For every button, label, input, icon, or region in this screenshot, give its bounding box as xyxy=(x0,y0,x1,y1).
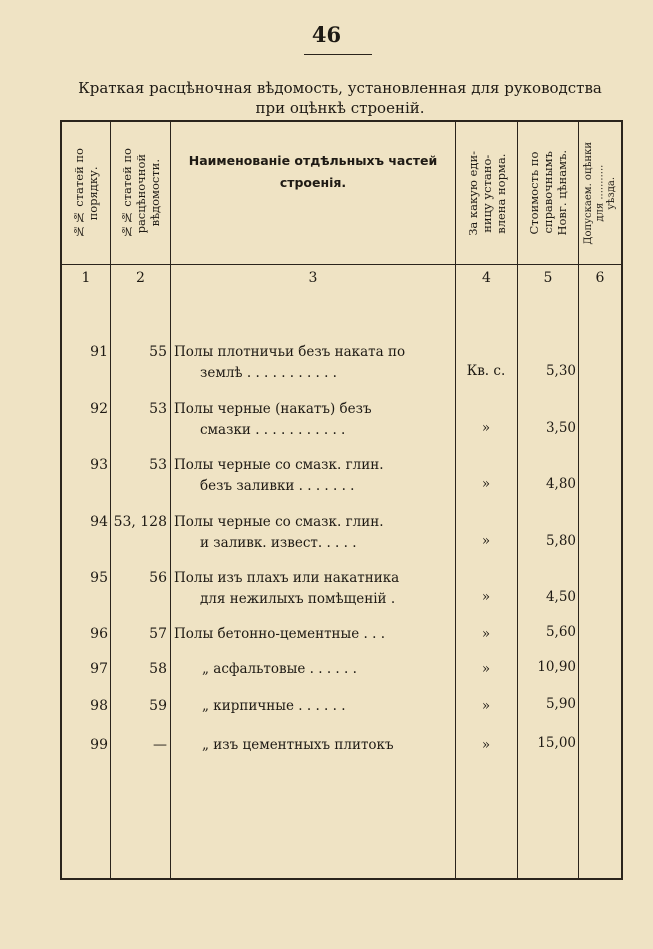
row-description: „ асфальтовые . . . . . . xyxy=(202,661,357,677)
header-col-3: Наименованіе отдѣльныхъ частей строенія. xyxy=(188,153,438,190)
page-number: 46 xyxy=(311,22,342,47)
header-divider xyxy=(60,264,623,265)
row-reference: 57 xyxy=(149,626,167,642)
row-cost: 10,90 xyxy=(537,659,576,675)
row-reference: — xyxy=(153,737,167,753)
row-number: 94 xyxy=(90,514,108,530)
row-description: Полы черные со смазк. глин. и заливк. извест. . . . . xyxy=(174,514,384,551)
row-unit: » xyxy=(481,626,491,642)
column-divider-2 xyxy=(170,122,171,880)
row-description: „ кирпичные . . . . . . xyxy=(202,698,346,714)
row-description: „ изъ цементныхъ плитокъ xyxy=(202,737,394,753)
column-number-5: 5 xyxy=(543,270,553,286)
column-number-2: 2 xyxy=(136,270,145,286)
row-cost: 5,90 xyxy=(545,696,576,712)
row-number: 98 xyxy=(90,698,108,714)
row-number: 95 xyxy=(90,570,108,586)
row-cost: 5,80 xyxy=(545,533,576,549)
row-cost: 15,00 xyxy=(537,735,576,751)
row-reference: 59 xyxy=(149,698,167,714)
row-number: 99 xyxy=(90,737,108,753)
row-cost: 4,50 xyxy=(545,589,576,605)
column-number-3: 3 xyxy=(308,270,318,286)
page-number-rule xyxy=(304,54,372,55)
row-reference: 55 xyxy=(149,344,167,360)
row-unit: » xyxy=(481,737,491,753)
row-description: Полы бетонно-цементные . . . xyxy=(174,626,386,642)
row-description: Полы изъ плахъ или накатника для нежилыхъ помѣщеній . xyxy=(174,570,400,607)
row-reference: 53 xyxy=(149,457,167,473)
row-unit: » xyxy=(481,698,491,714)
column-number-6: 6 xyxy=(595,270,605,286)
row-unit: » xyxy=(481,589,491,605)
row-number: 92 xyxy=(90,401,108,417)
row-reference: 53, 128 xyxy=(113,514,167,530)
row-unit: » xyxy=(481,661,491,677)
row-cost: 3,50 xyxy=(545,420,576,436)
row-number: 97 xyxy=(90,661,108,677)
row-description: Полы черные (накатъ) безъ смазки . . . . . . . . . . . xyxy=(174,401,372,438)
row-number: 96 xyxy=(90,626,108,642)
row-unit: Кв. с. xyxy=(466,363,506,379)
header-col-1: №№ статей по порядку. xyxy=(72,147,100,239)
row-description: Полы черные со смазк. глин. безъ заливки . . . . . . . xyxy=(174,457,384,494)
title-line-2: при оцѣнкѣ строеній. xyxy=(255,99,425,117)
row-cost: 4,80 xyxy=(545,476,576,492)
row-reference: 53 xyxy=(149,401,167,417)
header-col-2: №№ статей по расцѣночной вѣдомости. xyxy=(119,147,162,239)
column-number-4: 4 xyxy=(482,270,491,286)
row-reference: 56 xyxy=(149,570,167,586)
header-col-5: Стоимость по справочнымъ Новг. цѣнамъ. xyxy=(527,150,569,236)
row-description: Полы плотничьи безъ наката по землѣ . . . . . . . . . . . xyxy=(174,344,406,381)
document-title xyxy=(40,78,640,118)
row-number: 93 xyxy=(90,457,108,473)
row-unit: » xyxy=(481,476,491,492)
row-number: 91 xyxy=(90,344,108,360)
title-line-1: Краткая расцѣночная вѣдомость, установленная для руководства xyxy=(78,79,602,97)
row-reference: 58 xyxy=(149,661,167,677)
row-unit: » xyxy=(481,420,491,436)
header-col-6: Допускаем. оцѣнки для ........... уѣзда. xyxy=(582,141,617,245)
row-cost: 5,30 xyxy=(545,363,576,379)
row-cost: 5,60 xyxy=(545,624,576,640)
row-unit: » xyxy=(481,533,491,549)
column-number-1: 1 xyxy=(81,270,91,286)
header-col-4: За какую еди- ницу устано- влена норма. xyxy=(465,150,508,236)
